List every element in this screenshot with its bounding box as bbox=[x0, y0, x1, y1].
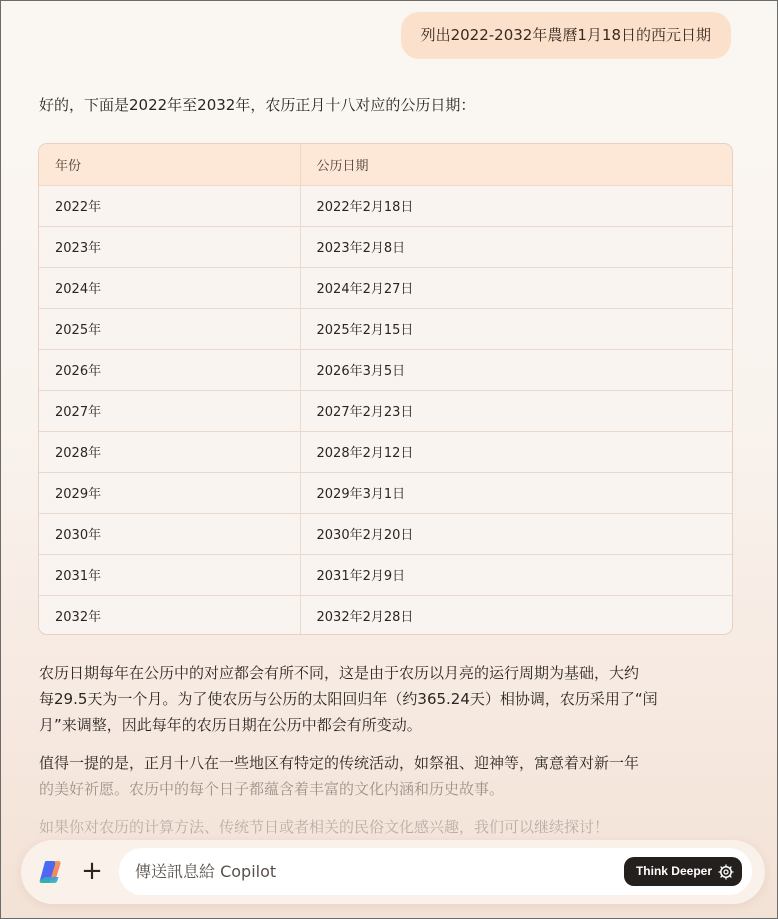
think-deeper-button[interactable] bbox=[624, 857, 742, 886]
table-row bbox=[39, 431, 732, 472]
year-cell: 2024年 bbox=[39, 267, 300, 308]
table-row bbox=[39, 472, 732, 513]
date-table bbox=[38, 143, 733, 635]
table-row bbox=[39, 185, 732, 226]
date-cell: 2031年2月9日 bbox=[300, 554, 732, 595]
table-header-row bbox=[39, 144, 732, 185]
date-cell: 2029年3月1日 bbox=[300, 472, 732, 513]
chat-area bbox=[1, 1, 777, 918]
paragraph-line: 月”来调整，因此每年的农历日期在公历中都会有所变动。 bbox=[39, 716, 422, 734]
response-paragraph-3: 如果你对农历的计算方法、传统节日或者相关的民俗文化感兴趣，我们可以继续探讨！ bbox=[39, 818, 610, 836]
table-row bbox=[39, 554, 732, 595]
message-input-container bbox=[119, 848, 752, 895]
copilot-logo-icon[interactable] bbox=[37, 859, 63, 885]
date-cell: 2022年2月18日 bbox=[300, 185, 732, 226]
paragraph-line: 值得一提的是，正月十八在一些地区有特定的传统活动，如祭祖、迎神等，寓意着对新一年 bbox=[39, 754, 640, 772]
year-cell: 2031年 bbox=[39, 554, 300, 595]
add-attachment-button[interactable] bbox=[76, 856, 108, 888]
table-row bbox=[39, 349, 732, 390]
table-row bbox=[39, 390, 732, 431]
year-cell: 2028年 bbox=[39, 431, 300, 472]
table-row bbox=[39, 513, 732, 554]
message-input[interactable] bbox=[135, 848, 595, 895]
date-cell: 2024年2月27日 bbox=[300, 267, 732, 308]
date-cell: 2023年2月8日 bbox=[300, 226, 732, 267]
table-row bbox=[39, 267, 732, 308]
year-cell: 2029年 bbox=[39, 472, 300, 513]
year-cell: 2026年 bbox=[39, 349, 300, 390]
header-gregorian-date: 公历日期 bbox=[300, 144, 732, 185]
message-composer bbox=[21, 840, 765, 904]
year-cell: 2023年 bbox=[39, 226, 300, 267]
paragraph-line: 的美好祈愿。农历中的每个日子都蕴含着丰富的文化内涵和历史故事。 bbox=[39, 780, 505, 798]
year-cell: 2030年 bbox=[39, 513, 300, 554]
year-cell: 2022年 bbox=[39, 185, 300, 226]
think-deeper-label: Think Deeper bbox=[635, 864, 712, 878]
table-row bbox=[39, 595, 732, 635]
user-message-text: 列出2022-2032年農曆1月18日的西元日期 bbox=[420, 26, 711, 44]
year-cell: 2025年 bbox=[39, 308, 300, 349]
response-paragraph-1 bbox=[39, 660, 729, 738]
response-intro: 好的，下面是2022年至2032年，农历正月十八对应的公历日期： bbox=[39, 96, 476, 114]
date-cell: 2028年2月12日 bbox=[300, 431, 732, 472]
date-cell: 2025年2月15日 bbox=[300, 308, 732, 349]
year-cell: 2032年 bbox=[55, 610, 102, 626]
date-cell: 2026年3月5日 bbox=[300, 349, 732, 390]
paragraph-line: 每29.5天为一个月。为了使农历与公历的太阳回归年（约365.24天）相协调，农历采用了“闰 bbox=[39, 690, 658, 708]
date-cell: 2032年2月28日 bbox=[300, 595, 732, 635]
response-paragraph-2 bbox=[39, 750, 729, 802]
paragraph-line: 农历日期每年在公历中的对应都会有所不同，这是由于农历以月亮的运行周期为基础，大约 bbox=[39, 664, 640, 682]
table-row bbox=[39, 308, 732, 349]
header-year: 年份 bbox=[39, 144, 300, 185]
user-message-bubble bbox=[401, 12, 731, 59]
think-deeper-icon bbox=[718, 864, 734, 880]
year-cell: 2027年 bbox=[39, 390, 300, 431]
plus-icon: + bbox=[81, 856, 103, 886]
date-cell: 2027年2月23日 bbox=[300, 390, 732, 431]
date-cell: 2030年2月20日 bbox=[300, 513, 732, 554]
table-row bbox=[39, 226, 732, 267]
